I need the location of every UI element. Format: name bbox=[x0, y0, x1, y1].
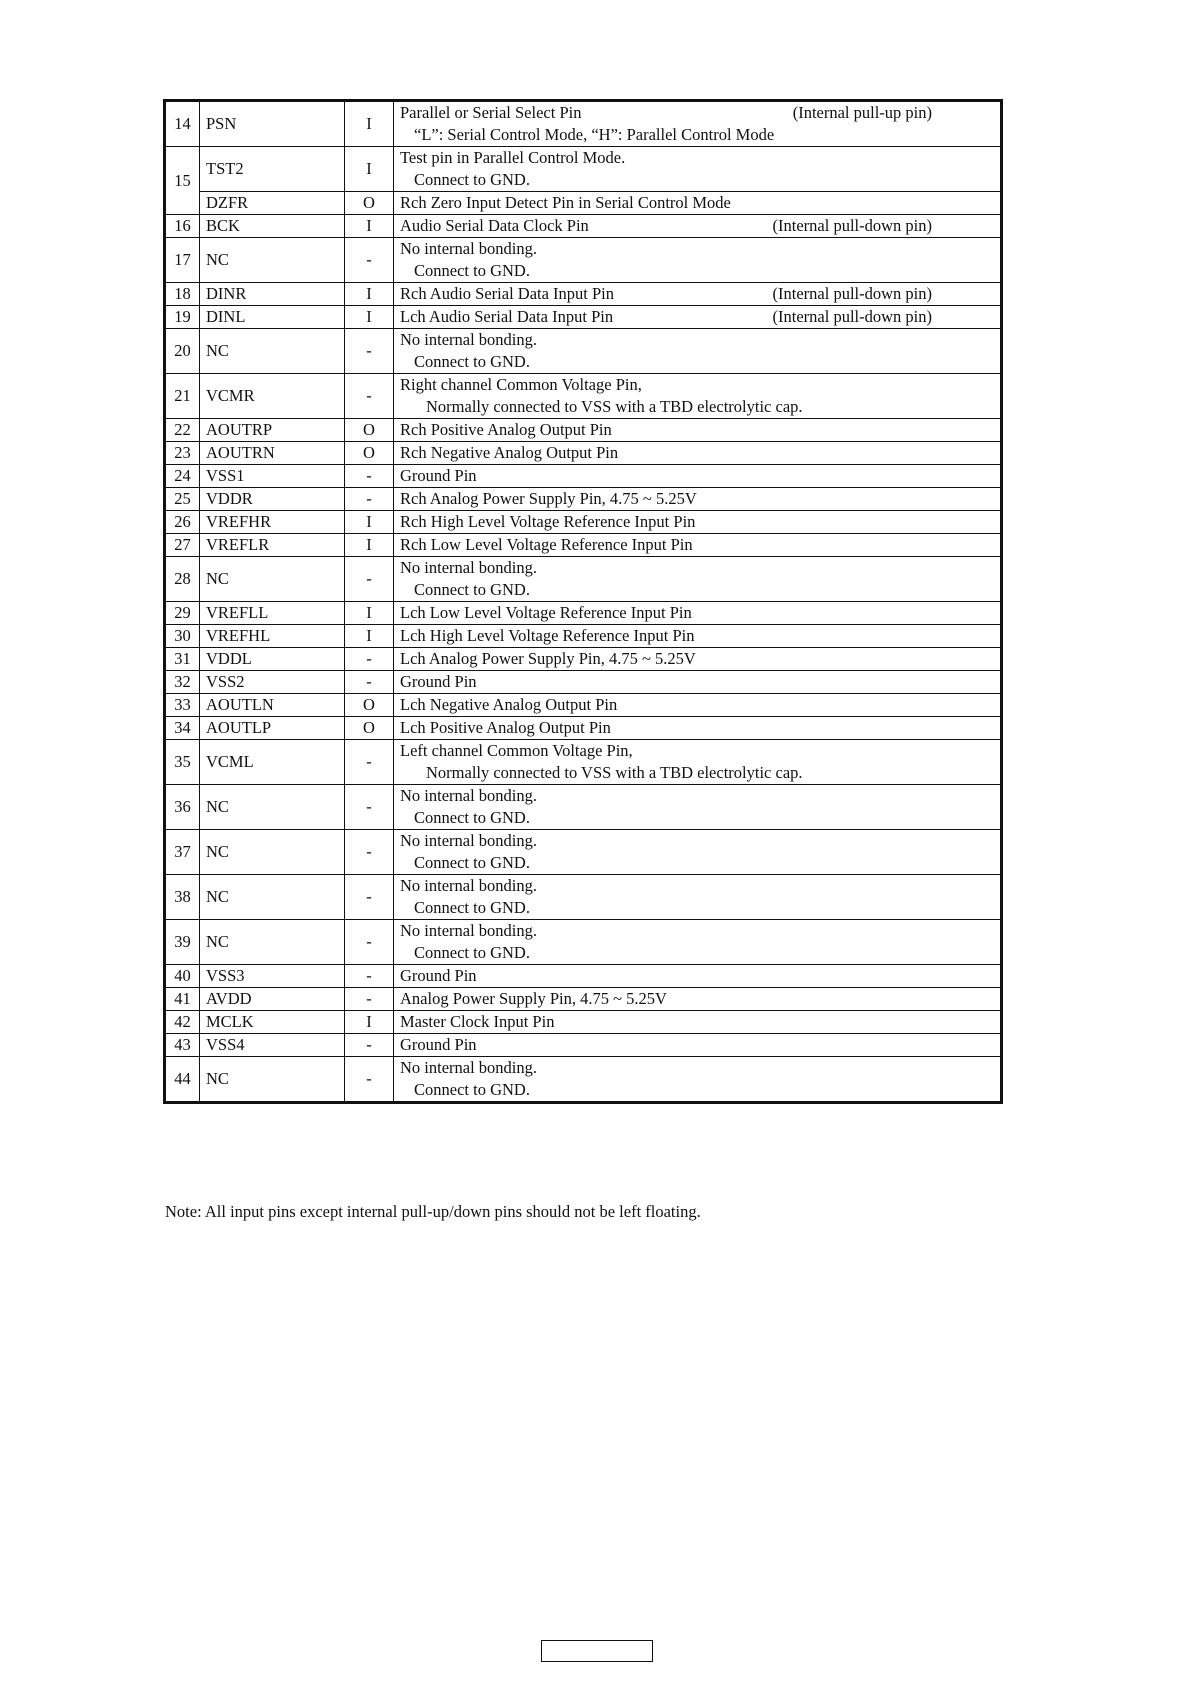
pin-io-type: O bbox=[345, 442, 394, 465]
pin-number: 39 bbox=[165, 920, 200, 965]
pin-description bbox=[394, 920, 1002, 965]
description-line bbox=[400, 602, 994, 624]
pull-resistor-note: (Internal pull-up pin) bbox=[792, 103, 932, 122]
pin-io-type: - bbox=[345, 374, 394, 419]
description-text: Right channel Common Voltage Pin, bbox=[400, 375, 642, 394]
pin-number: 16 bbox=[165, 215, 200, 238]
description-text: Rch Negative Analog Output Pin bbox=[400, 443, 619, 462]
pin-io-type: I bbox=[345, 534, 394, 557]
pin-name: VSS4 bbox=[200, 1034, 345, 1057]
description-text: No internal bonding. bbox=[400, 831, 538, 850]
pin-number: 32 bbox=[165, 671, 200, 694]
pin-number: 24 bbox=[165, 465, 200, 488]
pin-name: TST2 bbox=[200, 147, 345, 192]
table-row bbox=[165, 625, 1002, 648]
pin-name: VSS1 bbox=[200, 465, 345, 488]
pull-resistor-note: (Internal pull-down pin) bbox=[772, 216, 932, 235]
table-row bbox=[165, 147, 1002, 192]
description-line bbox=[400, 283, 994, 305]
description-continuation: Connect to GND. bbox=[414, 943, 530, 962]
pin-number: 29 bbox=[165, 602, 200, 625]
table-row bbox=[165, 671, 1002, 694]
table-row bbox=[165, 283, 1002, 306]
description-text: Rch High Level Voltage Reference Input Pin bbox=[400, 512, 696, 531]
pin-io-type: I bbox=[345, 511, 394, 534]
pin-number: 34 bbox=[165, 717, 200, 740]
pin-number: 19 bbox=[165, 306, 200, 329]
description-line bbox=[400, 830, 994, 852]
pin-io-type: - bbox=[345, 1057, 394, 1103]
table-row bbox=[165, 488, 1002, 511]
pin-number: 22 bbox=[165, 419, 200, 442]
pin-name: VCMR bbox=[200, 374, 345, 419]
pull-resistor-note: (Internal pull-down pin) bbox=[772, 284, 932, 303]
pin-description bbox=[394, 511, 1002, 534]
description-text: Test pin in Parallel Control Mode. bbox=[400, 148, 626, 167]
pin-table-body bbox=[165, 101, 1002, 1103]
pin-description bbox=[394, 1011, 1002, 1034]
pin-io-type: - bbox=[345, 238, 394, 283]
pin-io-type: - bbox=[345, 671, 394, 694]
table-row bbox=[165, 511, 1002, 534]
table-row bbox=[165, 101, 1002, 147]
description-text: Audio Serial Data Clock Pin bbox=[400, 216, 589, 235]
table-row bbox=[165, 557, 1002, 602]
pin-number: 41 bbox=[165, 988, 200, 1011]
table-row bbox=[165, 920, 1002, 965]
description-text: Master Clock Input Pin bbox=[400, 1012, 555, 1031]
pin-description bbox=[394, 442, 1002, 465]
table-row bbox=[165, 717, 1002, 740]
pin-name: VREFHR bbox=[200, 511, 345, 534]
pin-number: 43 bbox=[165, 1034, 200, 1057]
pin-name: NC bbox=[200, 1057, 345, 1103]
table-row bbox=[165, 1011, 1002, 1034]
description-text: No internal bonding. bbox=[400, 876, 538, 895]
pin-description bbox=[394, 283, 1002, 306]
description-line bbox=[400, 329, 994, 351]
description-text: Lch Audio Serial Data Input Pin bbox=[400, 307, 614, 326]
description-continuation: Connect to GND. bbox=[414, 170, 530, 189]
pin-name: NC bbox=[200, 920, 345, 965]
pin-description bbox=[394, 875, 1002, 920]
description-continuation: Normally connected to VSS with a TBD electrolytic cap. bbox=[426, 763, 803, 782]
pin-name: DINL bbox=[200, 306, 345, 329]
description-line bbox=[400, 694, 994, 716]
pin-number: 36 bbox=[165, 785, 200, 830]
pin-name: NC bbox=[200, 830, 345, 875]
pin-io-type: I bbox=[345, 101, 394, 147]
pin-name: NC bbox=[200, 329, 345, 374]
description-text: Lch Positive Analog Output Pin bbox=[400, 718, 611, 737]
pin-io-type: - bbox=[345, 988, 394, 1011]
pin-description bbox=[394, 557, 1002, 602]
pin-number: 26 bbox=[165, 511, 200, 534]
pin-number: 25 bbox=[165, 488, 200, 511]
pin-io-type: O bbox=[345, 192, 394, 215]
pin-number: 30 bbox=[165, 625, 200, 648]
description-text: No internal bonding. bbox=[400, 239, 538, 258]
table-row bbox=[165, 602, 1002, 625]
pin-number: 40 bbox=[165, 965, 200, 988]
description-line bbox=[400, 740, 994, 762]
pin-number: 18 bbox=[165, 283, 200, 306]
table-row bbox=[165, 740, 1002, 785]
pin-number: 21 bbox=[165, 374, 200, 419]
pin-description bbox=[394, 147, 1002, 192]
description-text: Ground Pin bbox=[400, 966, 477, 985]
description-line bbox=[400, 965, 994, 987]
pin-name: PSN bbox=[200, 101, 345, 147]
description-continuation: Connect to GND. bbox=[414, 898, 530, 917]
description-text: Rch Analog Power Supply Pin, 4.75 ~ 5.25V bbox=[400, 489, 697, 508]
pin-description bbox=[394, 534, 1002, 557]
description-line bbox=[400, 920, 994, 942]
description-text: No internal bonding. bbox=[400, 1058, 538, 1077]
description-text: No internal bonding. bbox=[400, 330, 538, 349]
pin-name: AOUTRN bbox=[200, 442, 345, 465]
pin-io-type: O bbox=[345, 717, 394, 740]
pin-io-type: - bbox=[345, 740, 394, 785]
pin-number: 31 bbox=[165, 648, 200, 671]
pin-name: VSS2 bbox=[200, 671, 345, 694]
footer-note: Note: All input pins except internal pull-up/down pins should not be left floating. bbox=[165, 1202, 701, 1221]
page-number-box bbox=[541, 1640, 653, 1662]
description-line bbox=[400, 625, 994, 647]
description-text: Rch Audio Serial Data Input Pin bbox=[400, 284, 615, 303]
pin-number: 14 bbox=[165, 101, 200, 147]
pin-io-type: - bbox=[345, 1034, 394, 1057]
table-row bbox=[165, 648, 1002, 671]
description-line bbox=[400, 465, 994, 487]
pin-name: NC bbox=[200, 238, 345, 283]
pin-description bbox=[394, 785, 1002, 830]
pin-number: 37 bbox=[165, 830, 200, 875]
description-line bbox=[400, 238, 994, 260]
description-line bbox=[400, 534, 994, 556]
description-continuation: Connect to GND. bbox=[414, 352, 530, 371]
pin-name: BCK bbox=[200, 215, 345, 238]
table-row bbox=[165, 1057, 1002, 1103]
pin-io-type: - bbox=[345, 920, 394, 965]
table-row bbox=[165, 875, 1002, 920]
description-line bbox=[400, 192, 994, 214]
pin-description bbox=[394, 648, 1002, 671]
description-line bbox=[400, 648, 994, 670]
description-continuation: Normally connected to VSS with a TBD electrolytic cap. bbox=[426, 397, 803, 416]
description-continuation: Connect to GND. bbox=[414, 808, 530, 827]
pin-description bbox=[394, 1057, 1002, 1103]
pin-name: VREFHL bbox=[200, 625, 345, 648]
description-line bbox=[400, 875, 994, 897]
pin-io-type: - bbox=[345, 965, 394, 988]
description-line bbox=[400, 147, 994, 169]
table-row bbox=[165, 1034, 1002, 1057]
pin-description bbox=[394, 465, 1002, 488]
description-line bbox=[400, 557, 994, 579]
pin-description bbox=[394, 306, 1002, 329]
pin-io-type: I bbox=[345, 1011, 394, 1034]
pin-number: 44 bbox=[165, 1057, 200, 1103]
pin-description bbox=[394, 694, 1002, 717]
description-continuation: Connect to GND. bbox=[414, 580, 530, 599]
description-line bbox=[400, 374, 994, 396]
description-line bbox=[400, 511, 994, 533]
description-line bbox=[400, 1034, 994, 1056]
pin-description bbox=[394, 740, 1002, 785]
pin-io-type: - bbox=[345, 875, 394, 920]
pin-description bbox=[394, 192, 1002, 215]
description-text: No internal bonding. bbox=[400, 921, 538, 940]
table-row bbox=[165, 215, 1002, 238]
table-row bbox=[165, 785, 1002, 830]
pin-number: 27 bbox=[165, 534, 200, 557]
description-line bbox=[400, 785, 994, 807]
pin-io-type: I bbox=[345, 306, 394, 329]
description-text: Parallel or Serial Select Pin bbox=[400, 103, 582, 122]
pin-name: MCLK bbox=[200, 1011, 345, 1034]
description-text: No internal bonding. bbox=[400, 786, 538, 805]
pin-description bbox=[394, 238, 1002, 283]
pin-io-type: - bbox=[345, 465, 394, 488]
description-text: Analog Power Supply Pin, 4.75 ~ 5.25V bbox=[400, 989, 667, 1008]
pin-description bbox=[394, 329, 1002, 374]
pin-description bbox=[394, 625, 1002, 648]
pin-io-type: I bbox=[345, 283, 394, 306]
pin-io-type: - bbox=[345, 785, 394, 830]
pin-name: DZFR bbox=[200, 192, 345, 215]
pin-io-type: I bbox=[345, 602, 394, 625]
description-line bbox=[400, 1011, 994, 1033]
pin-io-type: - bbox=[345, 329, 394, 374]
description-continuation: Connect to GND. bbox=[414, 261, 530, 280]
pin-description bbox=[394, 717, 1002, 740]
description-text: Ground Pin bbox=[400, 1035, 477, 1054]
table-row bbox=[165, 465, 1002, 488]
pin-name: VDDL bbox=[200, 648, 345, 671]
pin-name: VREFLR bbox=[200, 534, 345, 557]
pull-resistor-note: (Internal pull-down pin) bbox=[772, 307, 932, 326]
pin-name: VREFLL bbox=[200, 602, 345, 625]
pin-number: 15 bbox=[165, 147, 200, 215]
pin-name: AOUTRP bbox=[200, 419, 345, 442]
pin-io-type: - bbox=[345, 648, 394, 671]
pin-number: 20 bbox=[165, 329, 200, 374]
pin-name: NC bbox=[200, 557, 345, 602]
table-row bbox=[165, 374, 1002, 419]
description-text: Left channel Common Voltage Pin, bbox=[400, 741, 633, 760]
table-row bbox=[165, 306, 1002, 329]
table-row bbox=[165, 830, 1002, 875]
description-text: Lch Low Level Voltage Reference Input Pin bbox=[400, 603, 692, 622]
pin-description bbox=[394, 1034, 1002, 1057]
pin-number: 42 bbox=[165, 1011, 200, 1034]
description-text: Lch Negative Analog Output Pin bbox=[400, 695, 618, 714]
table-row bbox=[165, 419, 1002, 442]
pin-description bbox=[394, 101, 1002, 147]
description-text: Lch Analog Power Supply Pin, 4.75 ~ 5.25V bbox=[400, 649, 696, 668]
pin-io-type: I bbox=[345, 147, 394, 192]
pin-io-type: I bbox=[345, 625, 394, 648]
table-row bbox=[165, 238, 1002, 283]
description-line bbox=[400, 102, 994, 124]
pin-description bbox=[394, 215, 1002, 238]
description-line bbox=[400, 419, 994, 441]
pin-name: VDDR bbox=[200, 488, 345, 511]
pin-description bbox=[394, 965, 1002, 988]
description-text: Ground Pin bbox=[400, 672, 477, 691]
pin-number: 17 bbox=[165, 238, 200, 283]
table-row bbox=[165, 329, 1002, 374]
description-line bbox=[400, 442, 994, 464]
pin-io-type: O bbox=[345, 694, 394, 717]
pin-name: AOUTLP bbox=[200, 717, 345, 740]
table-sub-row bbox=[165, 192, 1002, 215]
description-text: Ground Pin bbox=[400, 466, 477, 485]
pin-name: DINR bbox=[200, 283, 345, 306]
pin-description bbox=[394, 419, 1002, 442]
pin-name: VSS3 bbox=[200, 965, 345, 988]
pin-name: AVDD bbox=[200, 988, 345, 1011]
pin-description-table bbox=[163, 99, 1003, 1104]
description-text: Rch Low Level Voltage Reference Input Pin bbox=[400, 535, 693, 554]
pin-io-type: - bbox=[345, 557, 394, 602]
description-line bbox=[400, 988, 994, 1010]
pin-number: 35 bbox=[165, 740, 200, 785]
pin-io-type: I bbox=[345, 215, 394, 238]
description-continuation: “L”: Serial Control Mode, “H”: Parallel Control Mode bbox=[414, 125, 775, 144]
pin-number: 23 bbox=[165, 442, 200, 465]
pin-number: 38 bbox=[165, 875, 200, 920]
description-continuation: Connect to GND. bbox=[414, 1080, 530, 1099]
pin-name: VCML bbox=[200, 740, 345, 785]
pin-number: 28 bbox=[165, 557, 200, 602]
pin-description bbox=[394, 671, 1002, 694]
pin-name: NC bbox=[200, 875, 345, 920]
description-line bbox=[400, 717, 994, 739]
table-row bbox=[165, 694, 1002, 717]
description-continuation: Connect to GND. bbox=[414, 853, 530, 872]
pin-description bbox=[394, 488, 1002, 511]
pin-io-type: O bbox=[345, 419, 394, 442]
description-line bbox=[400, 671, 994, 693]
table-row bbox=[165, 988, 1002, 1011]
pin-description bbox=[394, 374, 1002, 419]
table-row bbox=[165, 965, 1002, 988]
pin-description bbox=[394, 602, 1002, 625]
pin-number: 33 bbox=[165, 694, 200, 717]
pin-io-type: - bbox=[345, 488, 394, 511]
description-line bbox=[400, 306, 994, 328]
description-line bbox=[400, 488, 994, 510]
table-row bbox=[165, 534, 1002, 557]
description-text: No internal bonding. bbox=[400, 558, 538, 577]
description-text: Lch High Level Voltage Reference Input Pin bbox=[400, 626, 695, 645]
pin-name: AOUTLN bbox=[200, 694, 345, 717]
description-line bbox=[400, 215, 994, 237]
description-text: Rch Positive Analog Output Pin bbox=[400, 420, 612, 439]
description-text: Rch Zero Input Detect Pin in Serial Control Mode bbox=[400, 193, 731, 212]
pin-description bbox=[394, 830, 1002, 875]
table-row bbox=[165, 442, 1002, 465]
description-line bbox=[400, 1057, 994, 1079]
pin-description bbox=[394, 988, 1002, 1011]
pin-io-type: - bbox=[345, 830, 394, 875]
pin-name: NC bbox=[200, 785, 345, 830]
